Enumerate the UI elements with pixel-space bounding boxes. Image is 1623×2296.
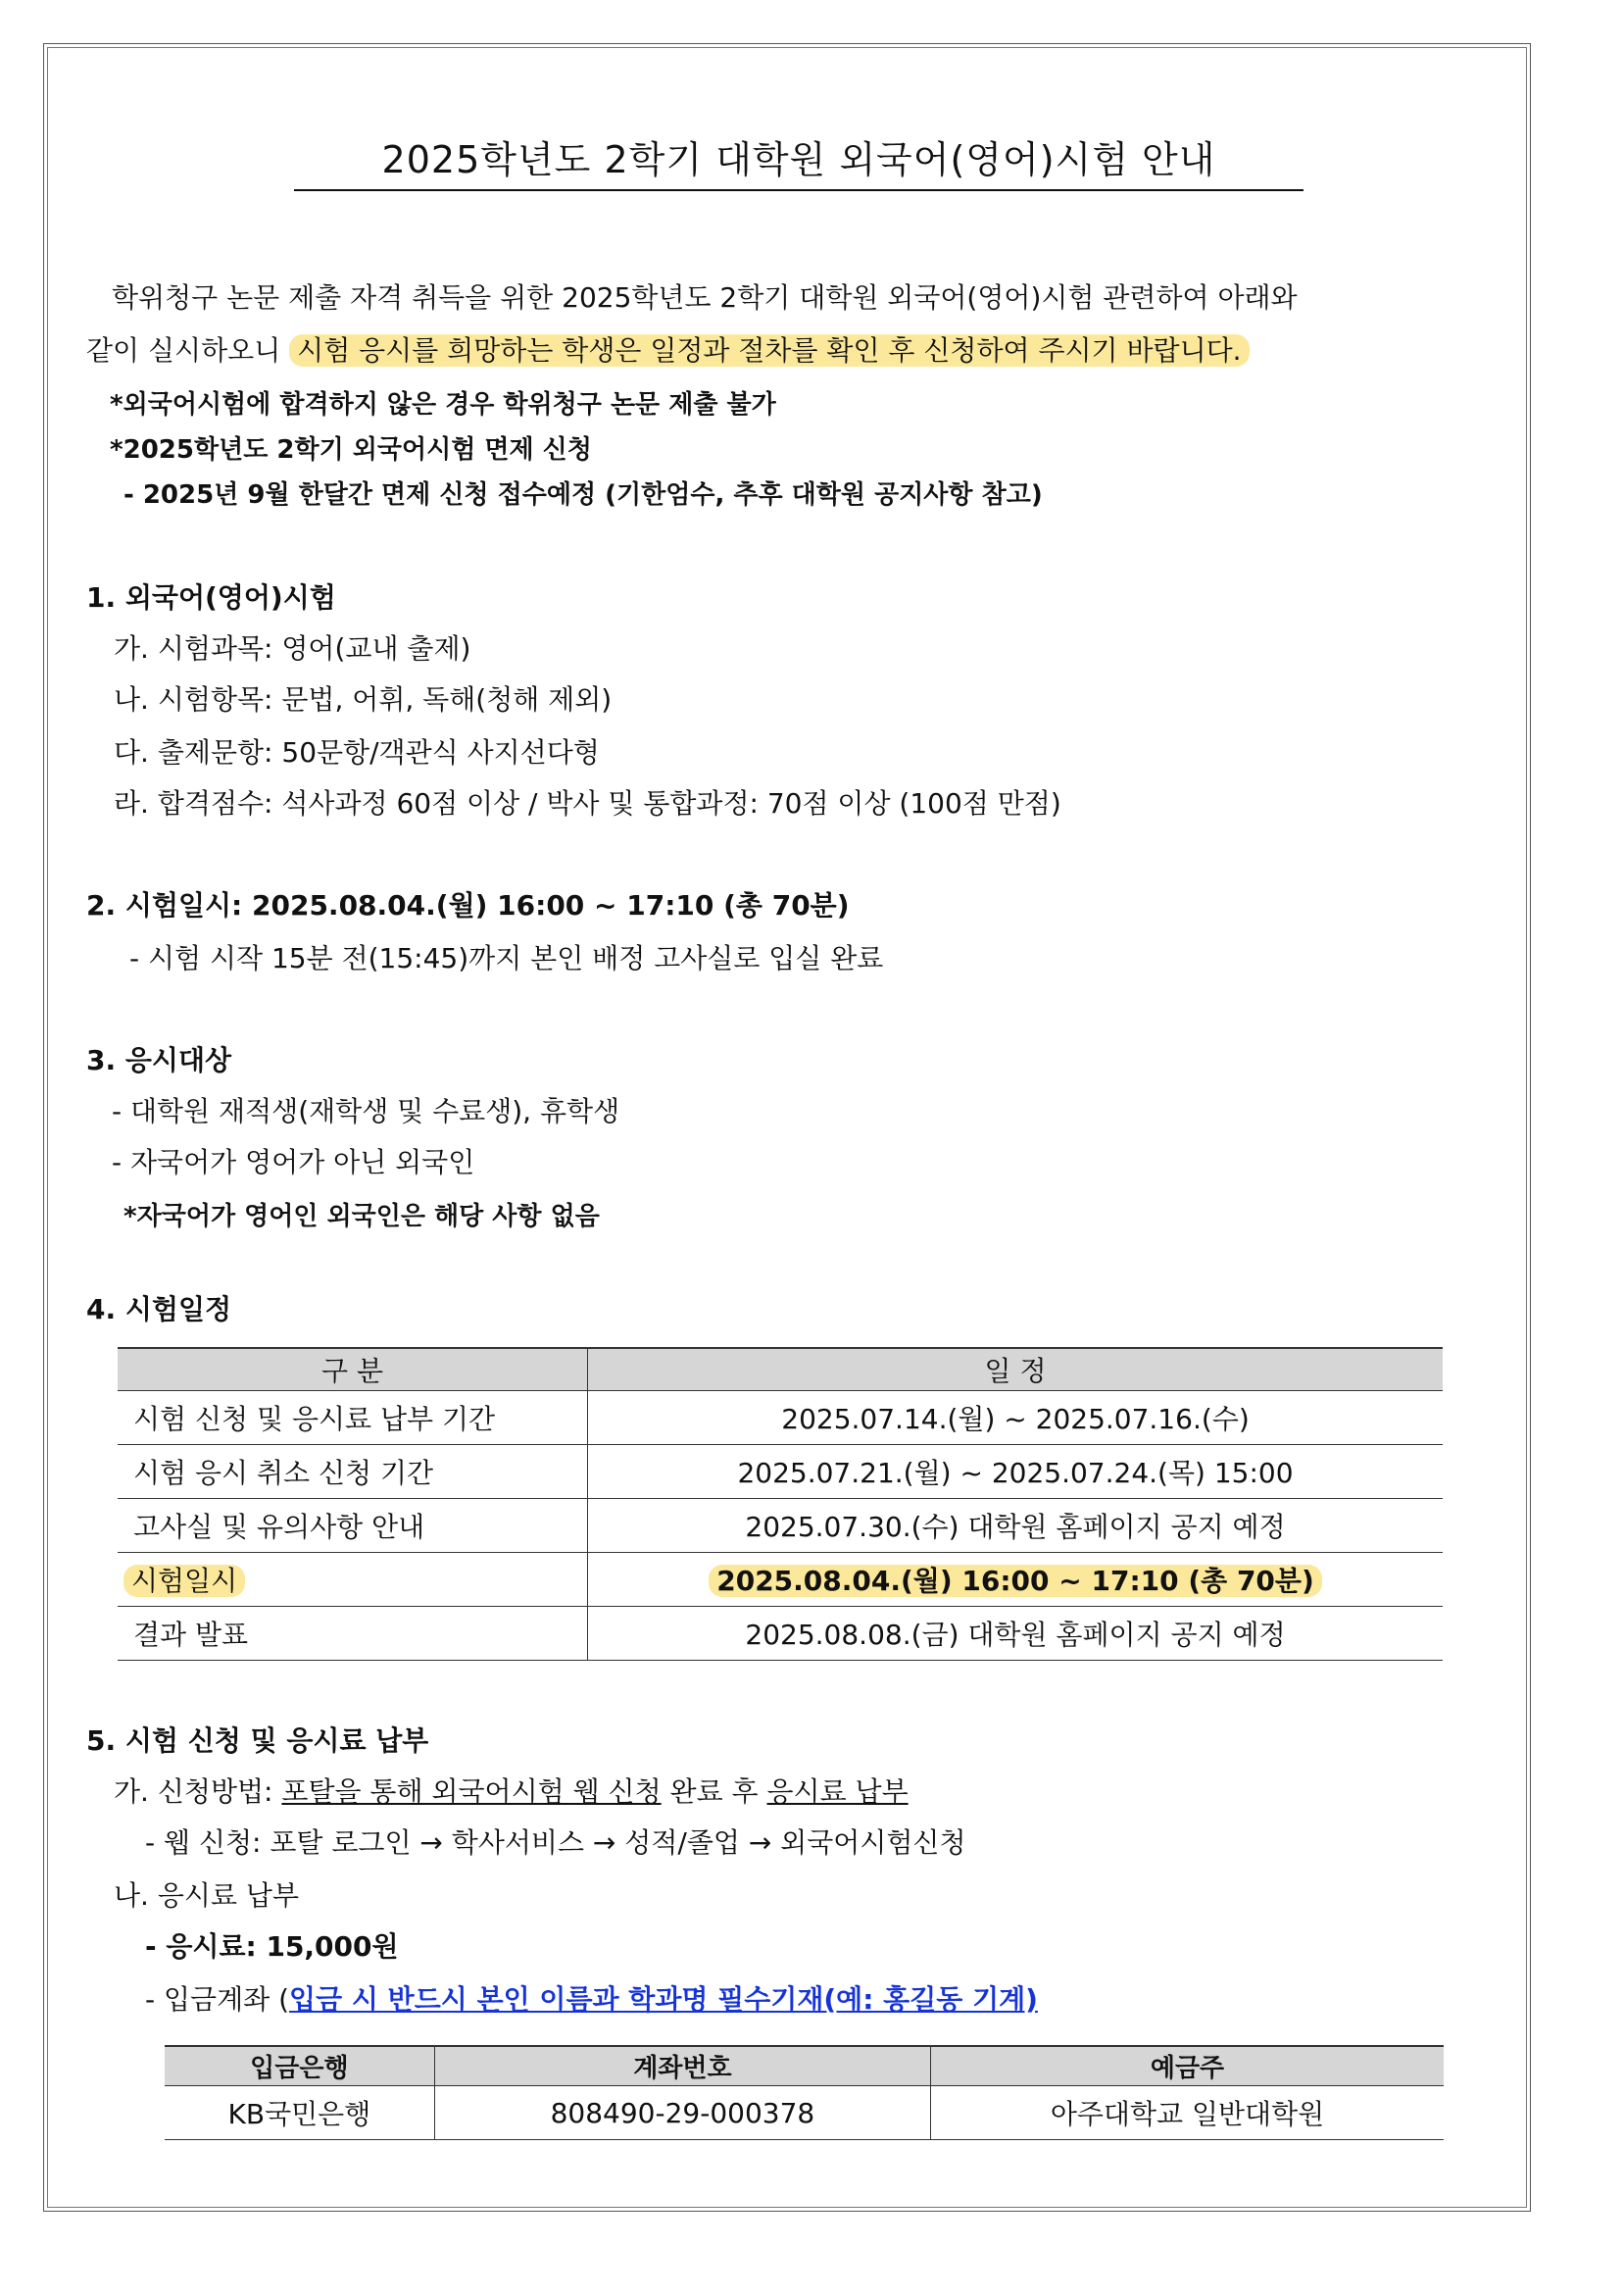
table-header-row — [165, 2046, 1444, 2086]
s3-item: - 대학원 재적생(재학생 및 수료생), 휴학생 — [112, 1095, 620, 1127]
s5-method — [114, 1771, 909, 1810]
s5-web: - 웹 신청: 포탈 로그인 → 학사서비스 → 성적/졸업 → 외국어시험신청 — [145, 1826, 966, 1859]
page-title: 2025학년도 2학기 대학원 외국어(영어)시험 안내 — [294, 129, 1303, 191]
s5-b: 나. 응시료 납부 — [114, 1879, 299, 1912]
exam-date-label: 시험일시 — [123, 1565, 245, 1597]
table-cell: 2025.07.21.(월) ~ 2025.07.24.(목) 15:00 — [588, 1445, 1444, 1499]
s5-account — [145, 1978, 1038, 2018]
exam-date-value: 2025.08.04.(월) 16:00 ~ 17:10 (총 70분) — [709, 1565, 1322, 1597]
table-header: 예금주 — [931, 2046, 1444, 2086]
table-cell: 2025.07.14.(월) ~ 2025.07.16.(수) — [588, 1391, 1444, 1445]
s5-method-mid: 완료 후 — [661, 1775, 767, 1808]
schedule-table — [118, 1347, 1443, 1661]
s1-item: 다. 출제문항: 50문항/객관식 사지선다형 — [114, 736, 600, 769]
table-cell: 결과 발표 — [118, 1607, 588, 1661]
table-row — [118, 1607, 1443, 1661]
intro-note3: - 2025년 9월 한달간 면제 신청 접수예정 (기한엄수, 추후 대학원 공지사항 참고) — [123, 480, 1043, 510]
bank-table — [165, 2045, 1444, 2140]
table-row — [118, 1445, 1443, 1499]
intro-line2 — [86, 329, 1250, 369]
table-cell: 시험 응시 취소 신청 기간 — [118, 1445, 588, 1499]
s5-account-prefix: - 입금계좌 ( — [145, 1983, 290, 2016]
intro-highlight: 시험 응시를 희망하는 학생은 일정과 절차를 확인 후 신청하여 주시기 바랍니다. — [289, 334, 1249, 367]
s1-item: 가. 시험과목: 영어(교내 출제) — [114, 632, 471, 665]
table-header: 입금은행 — [165, 2046, 434, 2086]
table-row-highlight — [118, 1553, 1443, 1607]
s5-heading: 5. 시험 신청 및 응시료 납부 — [86, 1724, 429, 1757]
s5-method-prefix: 가. 신청방법: — [114, 1775, 282, 1808]
s1-item: 라. 합격점수: 석사과정 60점 이상 / 박사 및 통합과정: 70점 이상 (100점 만점) — [114, 787, 1061, 820]
table-cell — [118, 1553, 588, 1607]
s3-heading: 3. 응시대상 — [86, 1044, 232, 1076]
table-cell: 2025.07.30.(수) 대학원 홈페이지 공지 예정 — [588, 1499, 1444, 1553]
s3-item: - 자국어가 영어가 아닌 외국인 — [112, 1146, 475, 1178]
s1-item: 나. 시험항목: 문법, 어휘, 독해(청해 제외) — [114, 683, 613, 716]
table-header: 구 분 — [118, 1348, 588, 1391]
intro-note2: *2025학년도 2학기 외국어시험 면제 신청 — [110, 435, 592, 465]
s5-method-link1: 포탈을 통해 외국어시험 웹 신청 — [281, 1775, 662, 1808]
s4-heading: 4. 시험일정 — [86, 1293, 232, 1325]
s3-note: *자국어가 영어인 외국인은 해당 사항 없음 — [123, 1202, 600, 1231]
s2-sub: - 시험 시작 15분 전(15:45)까지 본인 배정 고사실로 입실 완료 — [129, 942, 884, 974]
table-cell: 아주대학교 일반대학원 — [931, 2086, 1444, 2140]
s2-heading: 2. 시험일시: 2025.08.04.(월) 16:00 ~ 17:10 (총 70분) — [86, 889, 850, 922]
intro-line2-prefix: 같이 실시하오니 — [86, 334, 290, 367]
s5-fee: - 응시료: 15,000원 — [145, 1930, 399, 1963]
table-row — [165, 2086, 1444, 2140]
table-cell: 고사실 및 유의사항 안내 — [118, 1499, 588, 1553]
table-cell: 2025.08.08.(금) 대학원 홈페이지 공지 예정 — [588, 1607, 1444, 1661]
s1-heading: 1. 외국어(영어)시험 — [86, 581, 336, 614]
table-row — [118, 1391, 1443, 1445]
intro-line1: 학위청구 논문 제출 자격 취득을 위한 2025학년도 2학기 대학원 외국어(영어)시험 관련하여 아래와 — [112, 281, 1298, 314]
table-header: 계좌번호 — [434, 2046, 930, 2086]
table-cell: KB국민은행 — [165, 2086, 434, 2140]
table-cell: 시험 신청 및 응시료 납부 기간 — [118, 1391, 588, 1445]
table-header: 일 정 — [588, 1348, 1444, 1391]
table-cell — [588, 1553, 1444, 1607]
s5-method-link2: 응시료 납부 — [766, 1775, 909, 1808]
s5-account-note: 입금 시 반드시 본인 이름과 학과명 필수기재(예: 홍길동 기계) — [289, 1983, 1038, 2016]
intro-note1: *외국어시험에 합격하지 않은 경우 학위청구 논문 제출 불가 — [110, 390, 776, 420]
table-row — [118, 1499, 1443, 1553]
table-cell: 808490-29-000378 — [434, 2086, 930, 2140]
table-header-row — [118, 1348, 1443, 1391]
